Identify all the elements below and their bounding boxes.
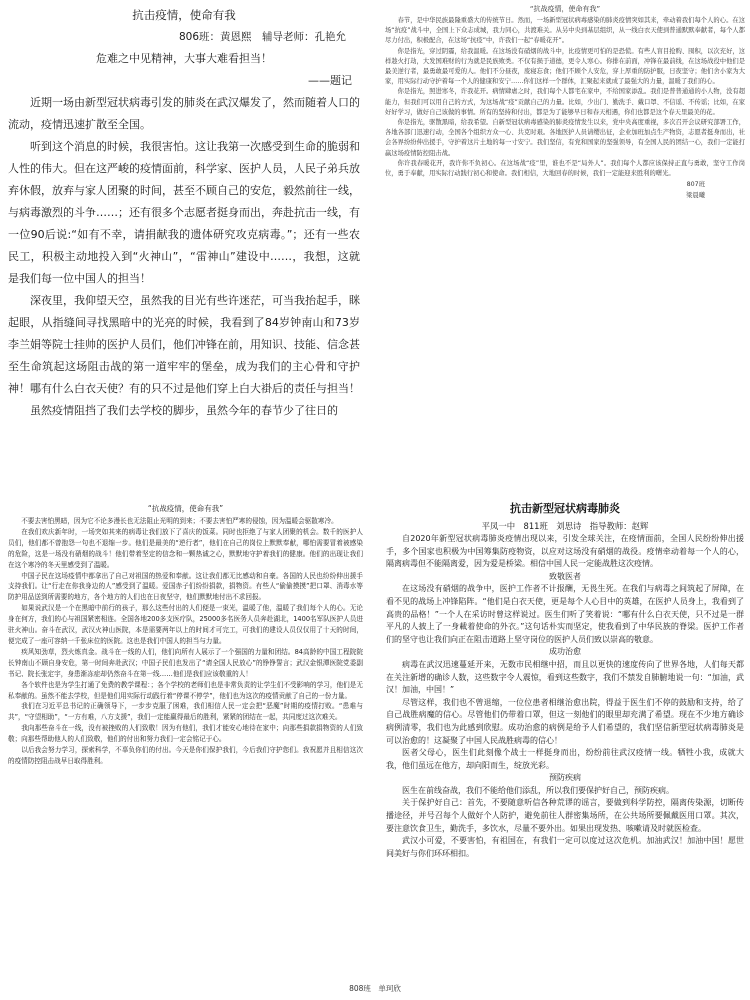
essay-title: 抗击疫情，使命有我 <box>132 8 236 22</box>
essay-807-panel <box>385 2 745 397</box>
signature-class: 807班 <box>686 181 705 189</box>
essay-paragraph: 我向那些奋斗在一线，没有被挫败的人们致敬！因为有他们，我们才能安心地待在家中；向那些捐款捐物资的人们致敬；向那些帮助他人的人们致敬，他们的付出和努力我们一定会铭记于心。 <box>8 724 363 744</box>
essay-paragraph: 不要去害怕黑暗，因为它不论多漫长也无法阻止光明的到来；不要去害怕严寒的侵蚀，因为温暖会驱散寒冷。 <box>21 517 338 525</box>
essay-paragraph: 你是指光，照进寒冬，许我花开。病情肆虐之时，我们每个人都宅在家中，不给国家添乱。我们是普普通通的小人物，没有超能力，但我们可以用自己的方式，为这场战“疫”贡献自己的力量。比如，少出门、勤洗手、戴口罩、不信谣、不传谣；比如，在家好好学习，做好自己该做的事情。所有的坚持和付出，都是为了能够早日和春天相遇，你们也都是这个春天里最美的花。 <box>385 88 745 116</box>
essay-paragraph: 如果说武汉是一个在黑暗中前行的孩子，那么这些付出的人们便是一束光，温暖了他，温暖了我们每个人的心。无论身在何方，我们的心与祖国紧密相连。全国各地200多支医疗队，25000多名医务人员奔赴湖北，1400名军队医护人员进驻火神山。奋斗在武汉，武汉火神山医院，本是需要两年以上的时间才可完工，可我们的建设人员仅仅用了十天的时间，便完成了一座可容纳一千张床位的医院。这也是我们中国人的担当与力量。 <box>8 604 363 645</box>
essay-paragraph: 春节，是中华民族最隆重盛大的传统节日。然而，一场新型冠状病毒感染的肺炎疫情突如其来，牵动着我们每个人的心。在这场“抗疫”战斗中，全国上下众志成城，我力同心，共渡难关。从另中央到基层组织，从一线白衣天使到普通默默奉献者，每个人都尽力付出，积极配合，在这场“抗疫”中，许我们一起“春暖花开”。 <box>385 17 745 45</box>
essay-paragraph: 病毒在武汉迅速蔓延开来，无数市民相继中招，而且以更快的速度传向了世界各地，人们每天都在关注新增的确诊人数，这些数字令人震惊，看到这些数字，我们不禁发自肺腑地说一句：“加油，武汉！加油，中国！” <box>386 659 744 695</box>
essay-paragraph: 你许我春暖花开，我许你不负初心。在这场战“疫”里，谁也不是“局外人”。我们每个人都应该保持正直与勇敢，坚守工作岗位，勇于奉献，用实际行动践行初心和使命。我们相信，大地回春的时候，我们一定能迎来胜利的曙光。 <box>385 159 745 178</box>
essay-title: “抗战疫情，使命有我” <box>147 504 224 513</box>
essay-paragraph: 疾风知劲草，烈火炼真金。战斗在一线的人们，他们向所有人展示了一个强国的力量和团结。84高龄的中国工程院院长钟南山不顾自身安危，第一时间奔赴武汉；中国子民们也发出了“请全国人民放心”的铮铮誓言；武汉金银潭医院党委副书记、院长张定宇，身患渐冻症却仍然奋斗在第一线……他们是我们应该敬重的人！ <box>8 647 363 678</box>
essay-paragraph: 尽管这样，我们也不曾退缩，一位位患者相继治愈出院，得益于医生们不停的鼓励和支持，给了自己战胜病魔的信心。尽管他们仍带着口罩，但这一刻他们的眼里却充满了希望。现在不少地方确诊病例清零，我们也为此感到欣慰。成功治愈的病例是给予人们希望的，我们坚信新型冠状病毒肺炎是可以治愈的！这凝聚了中国人民战胜病毒的信心！ <box>386 697 744 745</box>
essay-811-panel <box>386 500 744 970</box>
essay-paragraph: 听到这个消息的时候，我很害怕。这让我第一次感受到生命的脆弱和人性的伟大。但在这严峻的疫情面前，科学家、医护人员，人民子弟兵放弃休假，放弃与家人团聚的时间，甚至不顾自己的安危，毅然前往一线，与病毒激烈的斗争……；还有很多个志愿者挺身而出，奔赴抗击一线，有一位90后说:“如有不幸，请捐献我的遗体研究攻克病毒。”；还有一些农民工，积极主动地投入到“火神山”，“雷神山”建设中……，我想，这就是我们每一位中国人的担当！ <box>8 140 360 285</box>
essay-paragraph: 你是指光，驱散黑暗，给我希望。自新型冠状病毒感染的肺炎疫情发生以来，党中央高度重视，多次召开会议研究部署工作，各地各部门迅速行动，全国各个组织方众一心、共克时艰。各地医护人员请缨出征，企业加班加点生产物资，志愿者挺身而出，社会各界纷纷伸出援手，守护着这片土地的每一寸安宁。我们坚信，有党和国家的坚强领导，有全国人民的团结一心，我们一定能打赢这场疫情防控阻击战。 <box>385 119 745 157</box>
section-heading: 预防疾病 <box>549 773 581 783</box>
section-heading: 致敬医者 <box>549 571 581 581</box>
essay-808-panel <box>8 502 363 982</box>
essay-paragraph: 中国子民在这场疫情中都拿出了自己对祖国的热爱和奉献。这让我们都无比感动和自豪。各国的人民也纷纷伸出援手支持我们。让“行走在你我身边的人”感受到了温暖。爱国赤子们纷纷捐款，捐物资。有些人“偷偷摸摸”把口罩、消毒水等防护用品送到所需要的地方，各个地方的人们也在日夜坚守，他们默默地付出不求回报。 <box>8 571 363 602</box>
essay-paragraph: 近期一场由新型冠状病毒引发的肺炎在武汉爆发了，然而随着人口的流动，疫情迅速扩散至全国。 <box>8 96 360 131</box>
essay-paragraph: 你是指光，穿过阴霾，给我温暖。在这场没有硝烟的战斗中，比疫情更可怕的是恐慌。有些人盲目抢购、囤积，以次充好，这样趁火打劫，大发国难财的行为就是民族败类。不仅有损于道德，更令人寒心。你排在前面，冲锋在最前线，在这场战役中他们是最美逆行者，最勇敢最可爱的人。他们不分昼夜，废寝忘食；他们不顾个人安危，穿上厚重的防护服，日夜坚守；他们舍小家为大家，用实际行动守护着每一个人的健康和安宁……你们这样一个群体，汇聚起来就成了最强大的力量，温暖了我们的心。 <box>385 47 745 86</box>
essay-paragraph: 我们在习近平总书记的正确领导下，一步步克服了困难，我们相信人民一定会把“恶魔”时期的疫情打败。“患难与共”，“守望相助”，“一方有难，八方支援”，我们一定能赢得最后的胜利，紧紧的团结在一起，共同度过这次难关。 <box>8 702 363 722</box>
section-heading: 成功治愈 <box>549 647 581 657</box>
essay-paragraph: 在这场没有硝烟的战争中，医护工作者不计报酬，无畏生死。在我们与病毒之间筑起了屏障，在看不见的战场上冲锋陷阵。“他们是白衣天使，更是每个人心目中的英雄，在医护人员身上，我看到了高贵的品格！”一个人在采访时曾这样说过。医生们听了笑着说：“哪有什么白衣天使，只不过是一群平凡的人披上了一身載着使命的外衣。”这句话朴实而坚定，使我看到了中华民族的脊梁。医护工作者们的坚守也让我们向正在阻击道路上坚守岗位的医护人员们致以崇高的敬意。 <box>386 584 744 644</box>
signature-name: 梁晨曦 <box>686 192 705 200</box>
essay-paragraph: 关于保护好自己：首先，不要随意听信各种荒谬的谣言，要做到科学防控，隔离传染源，切断传播途径，并号召每个人做好个人防护，避免前往人群密集场所，在公共场所要佩戴医用口罩。其次，要注意饮食卫生，勤洗手，多饮水，尽量不要外出。如果出现发热、咳嗽请及时就医检查。 <box>386 798 744 833</box>
page-footer: 808班 单珂欣 <box>349 984 401 993</box>
essay-paragraph: 虽然疫情阻挡了我们去学校的脚步，虽然今年的春节少了往日的 <box>30 404 338 417</box>
essay-paragraph: 医生在前线奋战，我们不能给他们添乱，所以我们要保护好自己，预防疾病。 <box>402 785 674 795</box>
essay-806-panel <box>8 4 360 496</box>
essay-paragraph: 医者父母心，医生们此刻像个战士一样挺身而出，纷纷前往武汉疫情一线。牺牲小我，成就大我，他们虽远在他方，却向阳而生，绽放光彩。 <box>386 748 744 770</box>
essay-author-line: 平凤一中 811班 刘思诗 指导教师：赵辉 <box>481 521 649 531</box>
essay-paragraph: 以后我会努力学习，探索科学，不辜负你们的付出。今天是你们保护我们，今后我们守护您们。我祝愿并且相信这次的疫情防控阻击战早日取得胜利。 <box>8 746 363 765</box>
essay-paragraph: 自2020年新型冠状病毒肺炎疫情出现以来，引发全球关注，在疫情面前，全国人民纷纷伸出援手，多个国家也积极为中国筹集防疫物资，以应对这场没有硝烟的战役。疫情牵动着每一个人的心，隔离病毒但不能隔离爱，因为爱是桥梁。相信中国人民一定能战胜这次疫情。 <box>386 534 744 569</box>
essay-paragraph: 武汉小可爱，不要害怕，有祖国在，有我们一定可以度过这次危机。加油武汉！加油中国！愿世间美好与你们环环相扣。 <box>386 836 744 858</box>
essay-motto: 危难之中见精神，大事大难看担当！ <box>96 52 272 65</box>
essay-paragraph: 深夜里，我仰望天空，虽然我的目光有些许迷茫，可当我抬起手，眯起眼，从指缝间寻找黑暗中的光亮的时候，我看到了84岁钟南山和73岁李兰娟等院士挂帅的医护人员们，他们冲锋在前，用知识、技能、信念甚至生命筑起这场阻击战的第一道牢牢的堡垒，成为我们的主心骨和守护神！哪有什么白衣天使？有的只不过是他们穿上白大褂后的责任与担当！ <box>8 294 360 395</box>
essay-author-line: 806班：黄恩熙 辅导老师：孔艳允 <box>178 31 346 43</box>
essay-title: “抗战疫情，使命有我” <box>529 5 601 13</box>
essay-paragraph: 在我们欢庆新年时，一场突如其来的病毒让我们放下了喜庆的饭菜。同时也拒绝了与家人团聚的机会。数千的医护人员们，他们都不曾抱怨一句也不退缩一步。他们是最美的“逆行者”，他们在自己的岗位上默默奉献，哪怕需要冒着被感染的危险，这是一场没有硝烟的战斗！他们带着坚定的信念和一颗热诚之心，默默地守护着我们的健康。他们的出现让我们在这个寒冷的冬天里感受到了温暖。 <box>8 527 363 569</box>
essay-paragraph: 各个软件也是为学生打通了免费的教学课程：；各个学校的老师们也是非常负责的让学生们不受影响的学习，他们是无私奉献的。虽然不能去学校，但是他们用实际行动践行着“停课不停学”，他们也为这次的疫情贡献了自己的一份力量。 <box>8 680 363 700</box>
essay-title: 抗击新型冠状病毒肺炎 <box>510 502 620 515</box>
essay-epigraph: ——题记 <box>308 74 352 87</box>
